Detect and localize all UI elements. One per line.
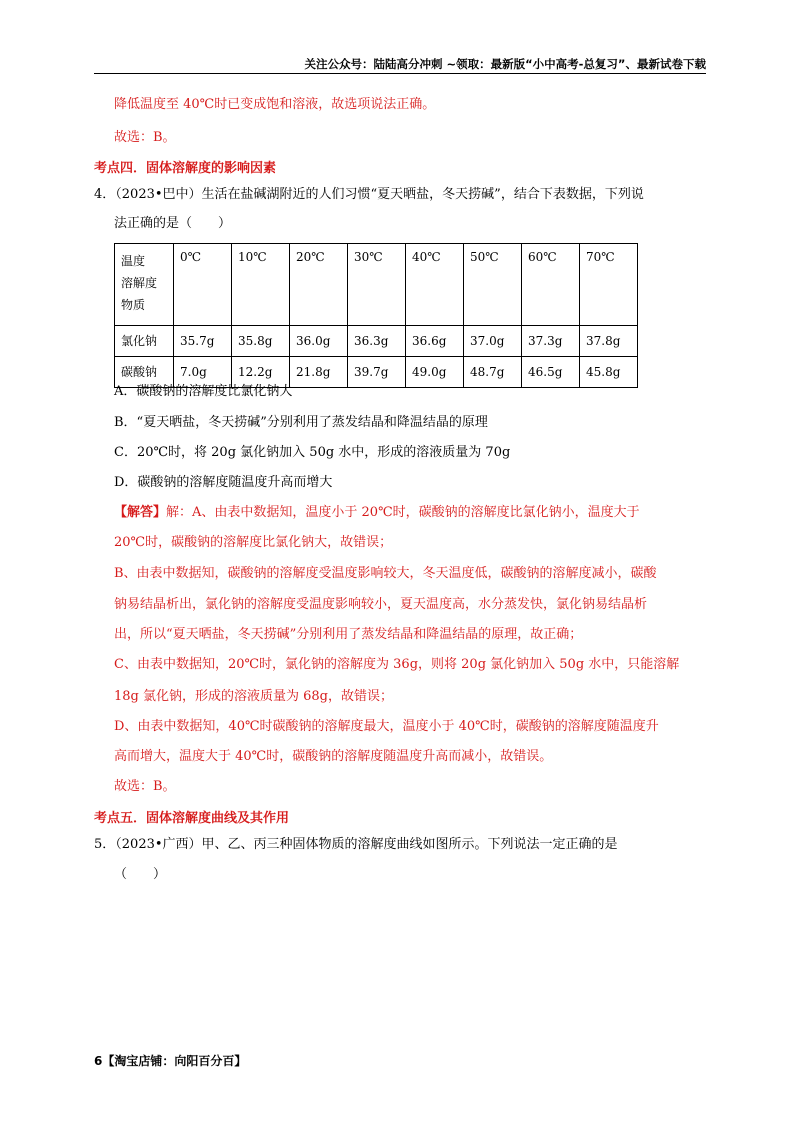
table-cell: 37.8g (580, 326, 638, 357)
table-cell: 12.2g (232, 357, 290, 388)
prev-answer-choice: 故选：B。 (114, 130, 176, 145)
table-cell: 35.8g (232, 326, 290, 357)
q5-stem-line1: 5．（2023•广西）甲、乙、丙三种固体物质的溶解度曲线如图所示。下列说法一定正确的是 (94, 837, 618, 852)
prev-answer-text: 降低温度至 40℃时已变成饱和溶液，故选项说法正确。 (114, 97, 436, 112)
table-cell: 36.3g (348, 326, 406, 357)
table-header-row (115, 244, 638, 326)
q5-stem-line2: （ ） (114, 867, 167, 882)
table-cell: 36.6g (406, 326, 464, 357)
temp-header-cell: 10℃ (232, 244, 290, 326)
q4-solution-line1: 【解答】解：A、由表中数据知，温度小于 20℃时，碳酸钠的溶解度比氯化钠小，温度大于 (114, 505, 640, 520)
table-cell: 37.0g (464, 326, 522, 357)
shop-label: 【淘宝店铺：向阳百分百】 (102, 1054, 247, 1068)
q4-solution-line4: 钠易结晶析出，氯化钠的溶解度受温度影响较小，夏天温度高，水分蒸发快，氯化钠易结晶析 (114, 597, 648, 612)
page-number: 6 (94, 1054, 103, 1068)
table-cell: 46.5g (522, 357, 580, 388)
temp-header-cell: 20℃ (290, 244, 348, 326)
row-label-cell: 氯化钠 (115, 326, 174, 357)
q4-solution-choice: 故选：B。 (114, 779, 176, 794)
section-5-title: 考点五．固体溶解度曲线及其作用 (94, 811, 290, 826)
q4-stem-line2: 法正确的是（ ） (114, 216, 232, 231)
solubility-table (114, 243, 638, 388)
section-4-title: 考点四．固体溶解度的影响因素 (94, 161, 277, 176)
q4-solution-line6: C、由表中数据知，20℃时，氯化钠的溶解度为 36g，则将 20g 氯化钠加入 50g 水中，只能溶解 (114, 657, 680, 672)
table-cell: 37.3g (522, 326, 580, 357)
temp-header-cell: 50℃ (464, 244, 522, 326)
temp-header-cell: 0℃ (174, 244, 232, 326)
q4-solution-line2: 20℃时，碳酸钠的溶解度比氯化钠大，故错误； (114, 535, 393, 550)
q4-solution-line3: B、由表中数据知，碳酸钠的溶解度受温度影响较大，冬天温度低，碳酸钠的溶解度减小，碳酸 (114, 566, 657, 581)
q4-option-b: B．“夏天晒盐，冬天捞碱”分别利用了蒸发结晶和降温结晶的原理 (114, 415, 488, 430)
table-cell: 36.0g (290, 326, 348, 357)
table-row-nacl (115, 326, 638, 357)
row-label-cell: 碳酸钠 (115, 357, 174, 388)
page-footer (94, 1052, 246, 1069)
table-cell: 7.0g (174, 357, 232, 388)
q4-solution-line7: 18g 氯化钠，形成的溶液质量为 68g，故错误； (114, 689, 393, 704)
q4-solution-line5: 出，所以“夏天晒盐，冬天捞碱”分别利用了蒸发结晶和降温结晶的原理，故正确； (114, 627, 583, 642)
temp-header-cell: 60℃ (522, 244, 580, 326)
q4-solution-line9: 高而增大，温度大于 40℃时，碳酸钠的溶解度随温度升高而减小，故错误。 (114, 749, 553, 764)
page-header: 关注公众号：陆陆高分冲刺 ~领取：最新版“小中高考-总复习”、最新试卷下载 (304, 57, 706, 71)
q4-option-c: C．20℃时，将 20g 氯化钠加入 50g 水中，形成的溶液质量为 70g (114, 445, 511, 460)
q4-solution-line8: D、由表中数据知，40℃时碳酸钠的溶解度最大，温度小于 40℃时，碳酸钠的溶解度随温度升 (114, 719, 659, 734)
solution-label: 【解答】 (114, 505, 167, 520)
q4-option-d: D．碳酸钠的溶解度随温度升高而增大 (114, 475, 333, 490)
table-cell: 35.7g (174, 326, 232, 357)
table-cell: 45.8g (580, 357, 638, 388)
table-cell: 48.7g (464, 357, 522, 388)
temp-header-cell: 30℃ (348, 244, 406, 326)
q4-stem-line1: 4．（2023•巴中）生活在盐碱湖附近的人们习惯“夏天晒盐，冬天捞碱”，结合下表数据，下列说 (94, 187, 644, 202)
table-cell: 21.8g (290, 357, 348, 388)
temp-header-cell: 70℃ (580, 244, 638, 326)
table-cell: 49.0g (406, 357, 464, 388)
temp-header-cell: 40℃ (406, 244, 464, 326)
q4-option-a: A．碳酸钠的溶解度比氯化钠大 (114, 384, 293, 399)
header-divider (94, 73, 706, 74)
table-cell: 39.7g (348, 357, 406, 388)
table-corner-cell: 温度 溶解度 物质 (115, 244, 174, 326)
